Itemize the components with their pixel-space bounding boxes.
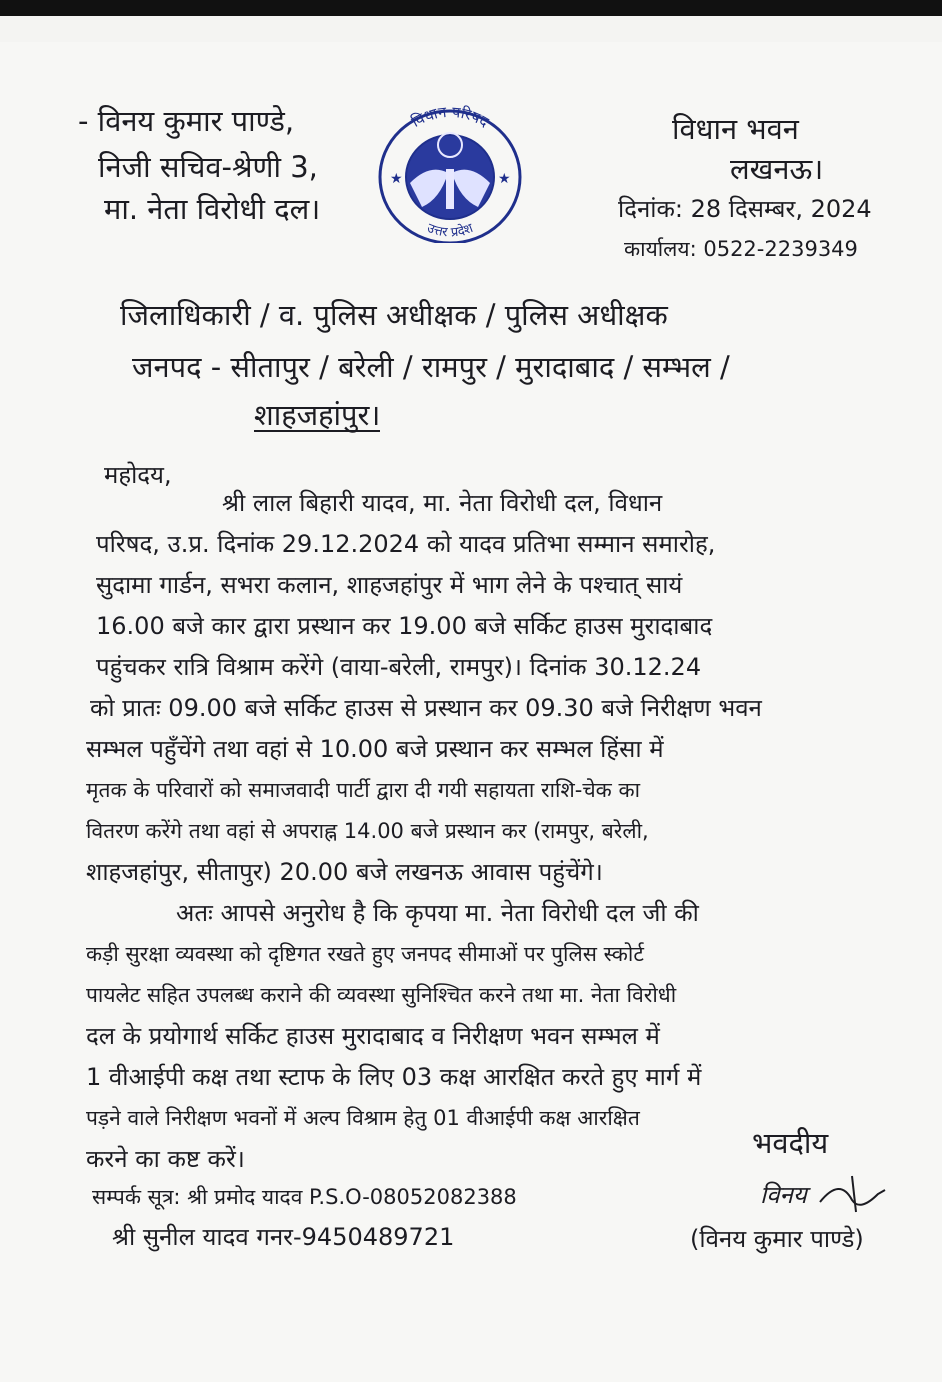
sender-designation: निजी सचिव-श्रेणी 3, (98, 150, 318, 184)
top-status-bar (0, 0, 942, 16)
body-line: पड़ने वाले निरीक्षण भवनों में अल्प विश्राम हेतु 01 वीआईपी कक्ष आरक्षित (86, 1106, 640, 1130)
address-building: विधान भवन (672, 112, 799, 146)
seal-top-text: विधान परिषद (408, 103, 492, 131)
vidhan-parishad-seal-logo (370, 103, 530, 243)
body-line: पायलेट सहित उपलब्ध कराने की व्यवस्था सुनिश्चित करने तथा मा. नेता विरोधी (86, 983, 677, 1007)
signature: विनय (760, 1181, 807, 1209)
salutation: महोदय, (104, 461, 172, 489)
body-line: वितरण करेंगे तथा वहां से अपराह्न 14.00 बजे प्रस्थान कर (रामपुर, बरेली, (86, 819, 649, 843)
body-line: शाहजहांपुर, सीतापुर) 20.00 बजे लखनऊ आवास पहुंचेंगे। (86, 858, 603, 886)
recipient-line-1: जिलाधिकारी / व. पुलिस अधीक्षक / पुलिस अधीक्षक (120, 298, 668, 332)
body-line: कड़ी सुरक्षा व्यवस्था को दृष्टिगत रखते हुए जनपद सीमाओं पर पुलिस स्कोर्ट (86, 942, 644, 966)
office-phone: कार्यालय: 0522-2239349 (624, 237, 858, 261)
signature-flourish (760, 1172, 890, 1222)
body-line: को प्रातः 09.00 बजे सर्किट हाउस से प्रस्थान कर 09.30 बजे निरीक्षण भवन (90, 694, 762, 722)
seal-star-left-icon: ★ (390, 171, 403, 187)
sender-name: - विनय कुमार पाण्डे, (78, 104, 295, 138)
letter-date: दिनांक: 28 दिसम्बर, 2024 (618, 195, 872, 223)
contact-line-1: सम्पर्क सूत्र: श्री प्रमोद यादव P.S.O-08052082388 (92, 1185, 517, 1209)
svg-text:विधान परिषद (408, 103, 492, 131)
body-line: श्री लाल बिहारी यादव, मा. नेता विरोधी दल, विधान (222, 489, 663, 517)
seal-star-right-icon: ★ (498, 171, 511, 187)
sender-office: मा. नेता विरोधी दल। (104, 192, 321, 226)
body-line: पहुंचकर रात्रि विश्राम करेंगे (वाया-बरेली, रामपुर)। दिनांक 30.12.24 (96, 653, 702, 681)
recipient-line-2: जनपद - सीतापुर / बरेली / रामपुर / मुरादाबाद / सम्भल / (132, 350, 730, 384)
closing-yours: भवदीय (752, 1126, 829, 1160)
body-line: दल के प्रयोगार्थ सर्किट हाउस मुरादाबाद व निरीक्षण भवन सम्भल में (86, 1022, 660, 1050)
signatory-name: (विनय कुमार पाण्डे) (690, 1225, 864, 1253)
address-city: लखनऊ। (730, 152, 824, 186)
body-line: सम्भल पहुँचेंगे तथा वहां से 10.00 बजे प्रस्थान कर सम्भल हिंसा में (86, 735, 664, 763)
body-line: करने का कष्ट करें। (86, 1145, 245, 1173)
body-line: मृतक के परिवारों को समाजवादी पार्टी द्वारा दी गयी सहायता राशि-चेक का (86, 778, 641, 802)
recipient-line-3: शाहजहांपुर। (254, 398, 381, 432)
body-line: 1 वीआईपी कक्ष तथा स्टाफ के लिए 03 कक्ष आरक्षित करते हुए मार्ग में (86, 1063, 702, 1091)
body-line: 16.00 बजे कार द्वारा प्रस्थान कर 19.00 बजे सर्किट हाउस मुरादाबाद (96, 612, 713, 640)
body-line: अतः आपसे अनुरोध है कि कृपया मा. नेता विरोधी दल जी की (176, 899, 699, 927)
seal-bottom-text: उत्तर प्रदेश (424, 220, 476, 241)
contact-line-2: श्री सुनील यादव गनर-9450489721 (112, 1223, 455, 1251)
body-line: परिषद, उ.प्र. दिनांक 29.12.2024 को यादव प्रतिभा सम्मान समारोह, (96, 530, 716, 558)
body-line: सुदामा गार्डन, सभरा कलान, शाहजहांपुर में भाग लेने के पश्चात् सायं (96, 571, 683, 599)
letter-page (0, 42, 942, 1382)
svg-text:उत्तर प्रदेश (425, 221, 476, 241)
